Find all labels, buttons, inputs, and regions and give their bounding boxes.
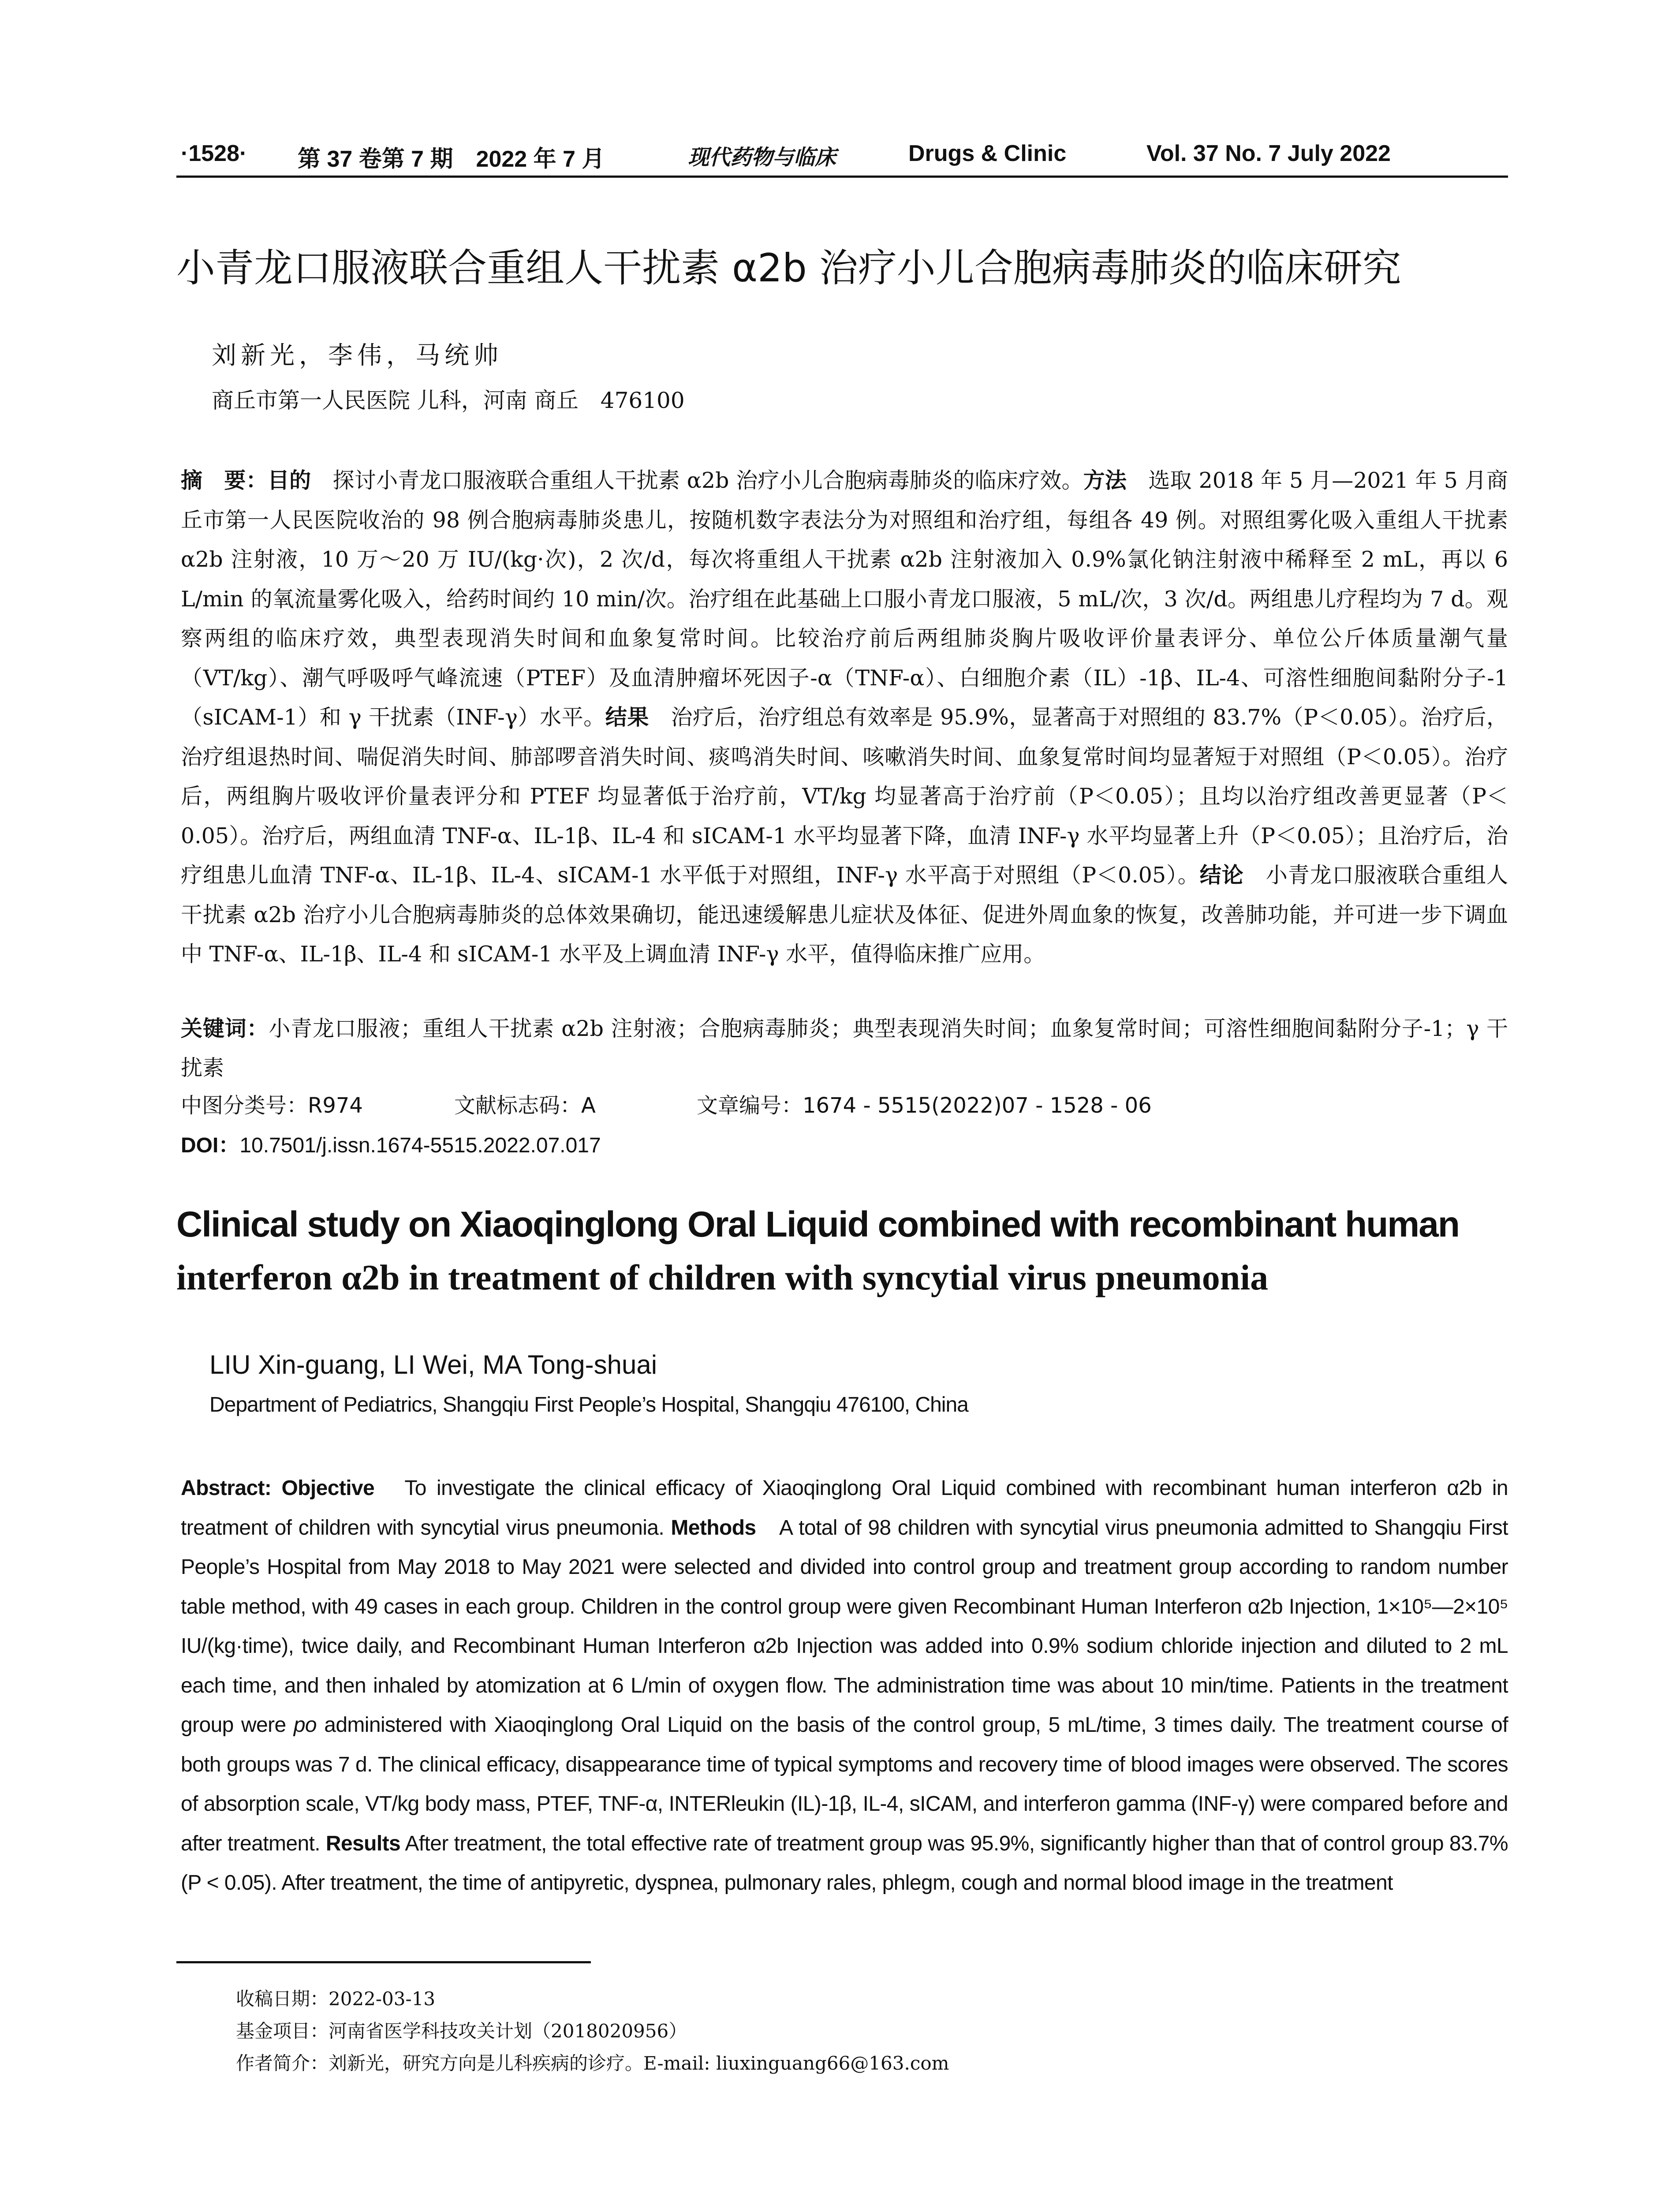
- footnote-received: 收稿日期：2022-03-13: [236, 1988, 436, 2010]
- conclusion-label-cn: 结论: [1199, 863, 1244, 888]
- results-text-en: After treatment, the total effective rate of treatment group was 95.9%, significantly higher than that of control group 83.7% (P < 0.05). After treatment, the time of antipyretic, dyspnea, pulmonary rales, phlegm, cough and normal blood image in the treatment: [181, 1831, 1508, 1895]
- results-label-cn: 结果: [605, 705, 649, 730]
- doi-value[interactable]: 10.7501/j.issn.1674-5515.2022.07.017: [239, 1134, 601, 1157]
- header-rule: [176, 176, 1508, 178]
- document-code: 文献标志码：A: [454, 1093, 596, 1118]
- methods-label-en: Methods: [664, 1516, 756, 1540]
- results-label-en: Results: [320, 1831, 401, 1855]
- classification-line: [181, 1088, 1508, 1124]
- conclusion-text-cn: 小青龙口服液联合重组人干扰素 α2b 治疗小儿合胞病毒肺炎的总体效果确切，能迅速缓解患儿症状及体征、促进外周血象的恢复，改善肺功能，并可进一步下调血中 TNF-α、IL-1β、IL-4 和 sICAM-1 水平及上调血清 INF-γ 水平，值得临床推广应用。: [181, 863, 1508, 967]
- article-title-en-line1: Clinical study on Xiaoqinglong Oral Liquid combined with recombinant human: [176, 1204, 1459, 1245]
- abstract-label-cn: 摘 要：: [181, 468, 268, 493]
- keywords-text-cn: 小青龙口服液；重组人干扰素 α2b 注射液；合胞病毒肺炎；典型表现消失时间；血象复常时间；可溶性细胞间黏附分子-1；γ 干扰素: [181, 1016, 1508, 1080]
- footnote-author: 作者简介：刘新光，研究方向是儿科疾病的诊疗。E-mail: liuxinguang66@163.com: [236, 2052, 949, 2074]
- objective-label-cn: 目的: [267, 468, 311, 493]
- volume-issue-en: Vol. 37 No. 7 July 2022: [1146, 141, 1391, 166]
- page-number: ·1528·: [181, 141, 247, 166]
- keywords-cn: [181, 1009, 1508, 1088]
- methods-text-cn: 选取 2018 年 5 月—2021 年 5 月商丘市第一人民医院收治的 98 例合胞病毒肺炎患儿，按随机数字表法分为对照组和治疗组，每组各 49 例。对照组雾化吸入重组人干扰素 α2b 注射液，10 万～20 万 IU/(kg·次)，2 次/d，每次将重组人干扰素 α2b 注射液加入 0.9%氯化钠注射液中稀释至 2 mL，再以 6 L/min 的氧流量雾化吸入，给药时间约 10 min/次。治疗组在此基础上口服小青龙口服液，5 mL/次，3 次/d。两组患儿疗程均为 7 d。观察两组的临床疗效，典型表现消失时间和血象复常时间。比较治疗前后两组肺炎胸片吸收评价量表评分、单位公斤体质量潮气量（VT/kg）、潮气呼吸呼气峰流速（PTEF）及血清肿瘤坏死因子-α（TNF-α）、白细胞介素（IL）-1β、IL-4、可溶性细胞间黏附分子-1（sICAM-1）和 γ 干扰素（INF-γ）水平。: [181, 468, 1508, 730]
- article-number: 文章编号：1674 - 5515(2022)07 - 1528 - 06: [697, 1093, 1152, 1118]
- methods-po-en: po: [293, 1713, 317, 1737]
- doi: [181, 1128, 601, 1159]
- article-title-en-line2: interferon α2b in treatment of children with syncytial virus pneumonia: [176, 1257, 1269, 1297]
- footnote-fund: 基金项目：河南省医学科技攻关计划（2018020956）: [236, 2020, 687, 2042]
- methods-label-cn: 方法: [1083, 468, 1127, 493]
- doi-label: DOI：: [181, 1134, 240, 1157]
- keywords-label-cn: 关键词：: [181, 1016, 269, 1041]
- abstract-en: [181, 1469, 1508, 1903]
- running-header: [181, 140, 1508, 176]
- methods-tail-en: administered with Xiaoqinglong Oral Liquid on the basis of the control group, 5 mL/time, 3 times daily. The treatment course of both groups was 7 d. The clinical efficacy, disappearance time of typical symptoms and recovery time of blood images were observed. The scores of absorption scale, VT/kg body mass, PTEF, TNF-α, INTERleukin (IL)-1β, IL-4, sICAM, and interferon gamma (INF-γ) were compared before and after treatment.: [181, 1713, 1508, 1855]
- journal-name-en: Drugs & Clinic: [908, 141, 1067, 166]
- abstract-cn: [181, 461, 1508, 974]
- footnote-rule: [176, 1961, 591, 1963]
- methods-text-en: A total of 98 children with syncytial virus pneumonia admitted to Shangqiu First People’s Hospital from May 2018 to May 2021 were selected and divided into control group and treatment group according to random number table method, with 49 cases in each group. Children in the control group were given Recombinant Human Interferon α2b Injection, 1×10⁵—2×10⁵ IU/(kg·time), twice daily, and Recombinant Human Interferon α2b Injection was added into 0.9% sodium chloride injection and diluted to 2 mL each time, and then inhaled by atomization at 6 L/min of oxygen flow. The administration time was about 10 min/time. Patients in the treatment group were: [181, 1516, 1508, 1737]
- article-title-cn: 小青龙口服液联合重组人干扰素 α2b 治疗小儿合胞病毒肺炎的临床研究: [176, 245, 1401, 291]
- affiliation-en: Department of Pediatrics, Shangqiu First People’s Hospital, Shangqiu 476100, China: [209, 1393, 968, 1416]
- volume-issue-cn: 第 37 卷第 7 期 2022 年 7 月: [298, 146, 605, 172]
- results-text-cn: 治疗后，治疗组总有效率是 95.9%，显著高于对照组的 83.7%（P＜0.05）。治疗后，治疗组退热时间、喘促消失时间、肺部啰音消失时间、痰鸣消失时间、咳嗽消失时间、血象复常时间均显著短于对照组（P＜0.05）。治疗后，两组胸片吸收评价量表评分和 PTEF 均显著低于治疗前，VT/kg 均显著高于治疗前（P＜0.05）；且均以治疗组改善更显著（P＜0.05）。治疗后，两组血清 TNF-α、IL-1β、IL-4 和 sICAM-1 水平均显著下降，血清 INF-γ 水平均显著上升（P＜0.05）；且治疗后，治疗组患儿血清 TNF-α、IL-1β、IL-4、sICAM-1 水平低于对照组，INF-γ 水平高于对照组（P＜0.05）。: [181, 705, 1508, 888]
- clc-number: 中图分类号：R974: [181, 1093, 363, 1118]
- affiliation-cn: 商丘市第一人民医院 儿科，河南 商丘 476100: [212, 388, 685, 413]
- authors-en: LIU Xin-guang, LI Wei, MA Tong-shuai: [209, 1350, 657, 1379]
- authors-cn: 刘新光，李伟，马统帅: [212, 341, 503, 370]
- objective-text-cn: 探讨小青龙口服液联合重组人干扰素 α2b 治疗小儿合胞病毒肺炎的临床疗效。: [311, 468, 1083, 493]
- journal-name-cn: 现代药物与临床: [688, 145, 836, 170]
- objective-text-en: To investigate the clinical efficacy of Xiaoqinglong Oral Liquid combined with recombinant human interferon α2b in treatment of children with syncytial virus pneumonia.: [181, 1476, 1508, 1540]
- abstract-label-en: Abstract: Objective: [181, 1476, 375, 1500]
